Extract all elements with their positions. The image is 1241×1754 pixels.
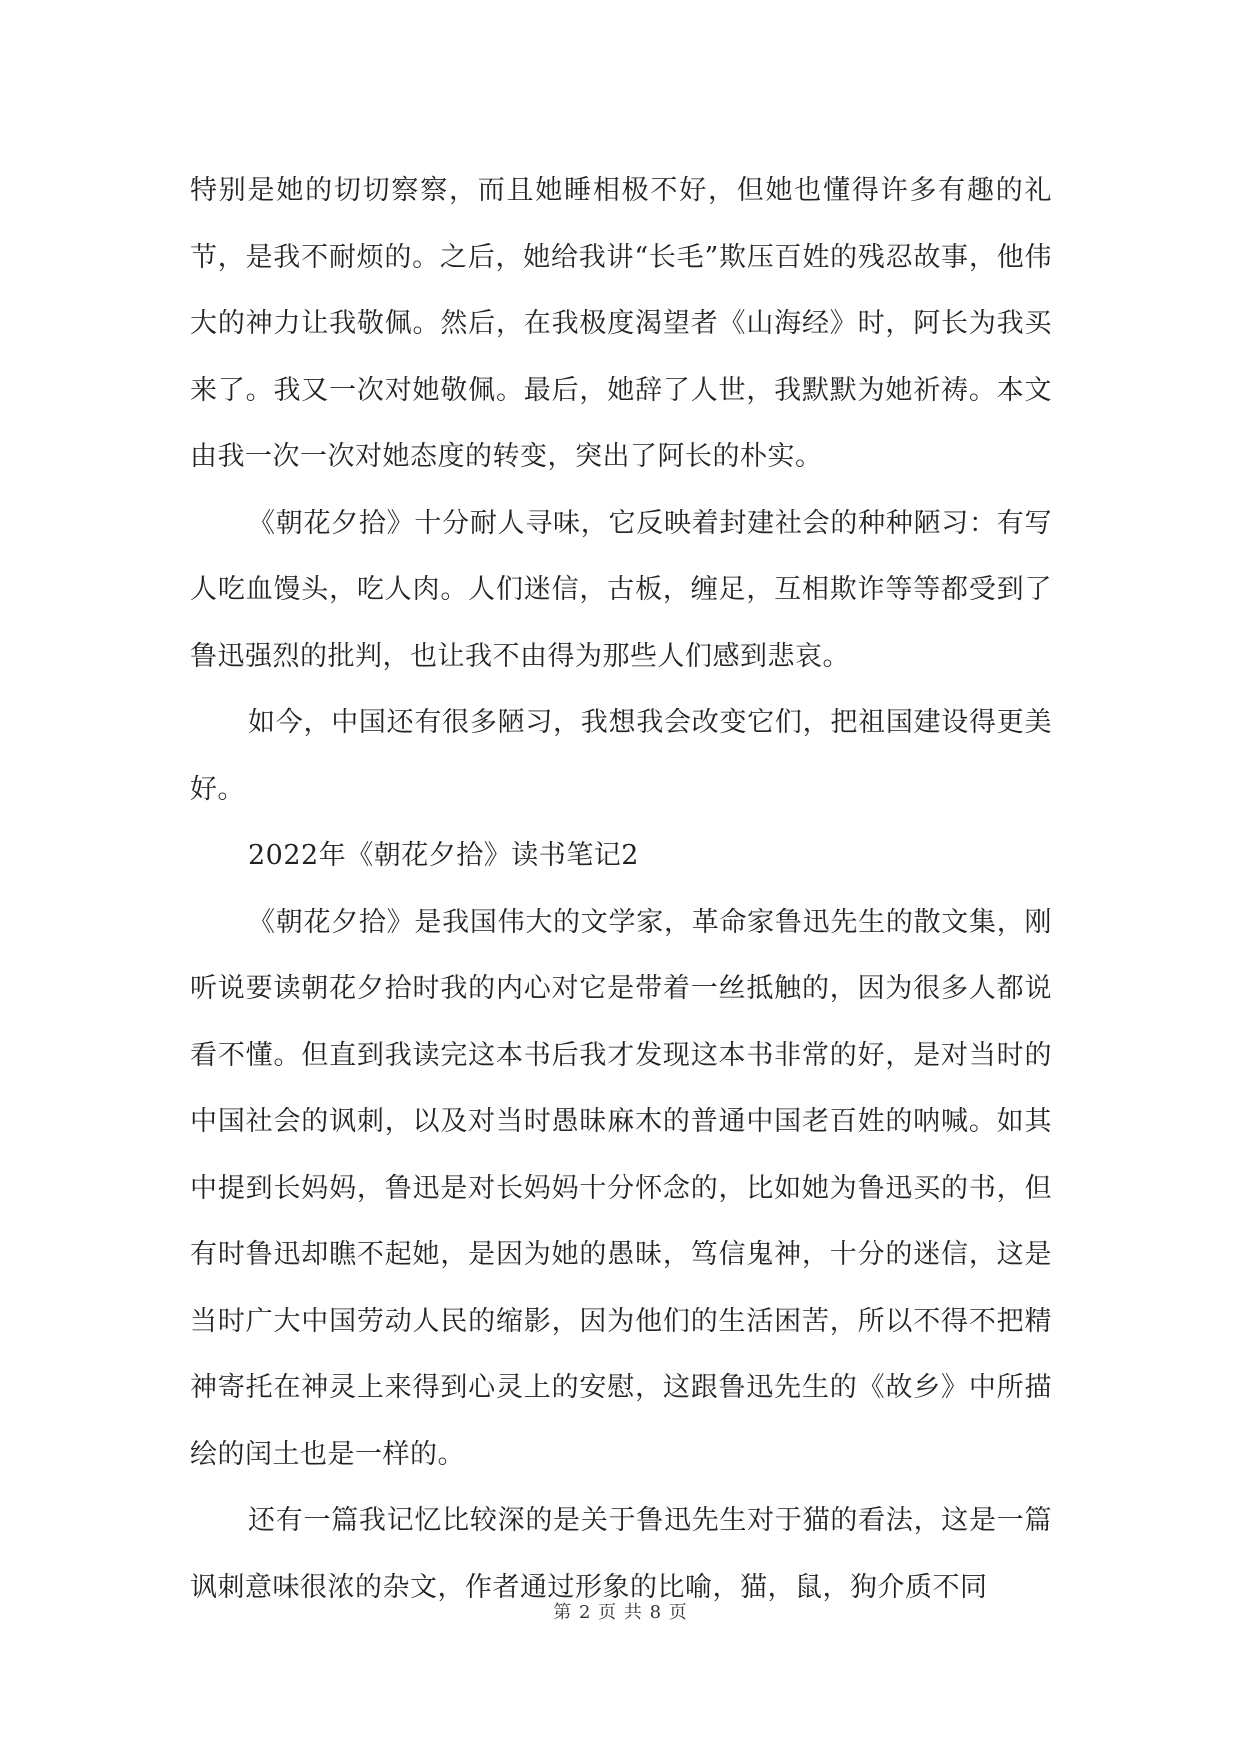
section-heading: 2022年《朝花夕拾》读书笔记2 xyxy=(248,840,639,871)
document-body xyxy=(190,158,1052,1621)
paragraph-1: 特别是她的切切察察，而且她睡相极不好，但她也懂得许多有趣的礼节，是我不耐烦的。之后，她给我讲“长毛”欺压百姓的残忍故事，他伟大的神力让我敬佩。然后，在我极度渴望者《山海经》时，阿长为我买来了。我又一次对她敬佩。最后，她辞了人世，我默默为她祈祷。本文由我一次一次对她态度的转变，突出了阿长的朴实。 xyxy=(190,175,1052,472)
paragraph-4: 《朝花夕拾》是我国伟大的文学家，革命家鲁迅先生的散文集，刚听说要读朝花夕拾时我的内心对它是带着一丝抵触的，因为很多人都说看不懂。但直到我读完这本书后我才发现这本书非常的好，是对当时的中国社会的讽刺，以及对当时愚昧麻木的普通中国老百姓的呐喊。如其中提到长妈妈，鲁迅是对长妈妈十分怀念的，比如她为鲁迅买的书，但有时鲁迅却瞧不起她，是因为她的愚昧，笃信鬼神，十分的迷信，这是当时广大中国劳动人民的缩影，因为他们的生活困苦，所以不得不把精神寄托在神灵上来得到心灵上的安慰，这跟鲁迅先生的《故乡》中所描绘的闰土也是一样的。 xyxy=(190,906,1052,1470)
page-number-footer: 第 2 页 共 8 页 xyxy=(553,1602,688,1623)
paragraph-5: 还有一篇我记忆比较深的是关于鲁迅先生对于猫的看法，这是一篇讽刺意味很浓的杂文，作者通过形象的比喻，猫，鼠，狗介质不同 xyxy=(190,1505,1052,1603)
paragraph-2: 《朝花夕拾》十分耐人寻味，它反映着封建社会的种种陋习：有写人吃血馒头，吃人肉。人们迷信，古板，缠足，互相欺诈等等都受到了鲁迅强烈的批判，也让我不由得为那些人们感到悲哀。 xyxy=(190,507,1052,672)
paragraph-3: 如今，中国还有很多陋习，我想我会改变它们，把祖国建设得更美好。 xyxy=(190,707,1052,805)
